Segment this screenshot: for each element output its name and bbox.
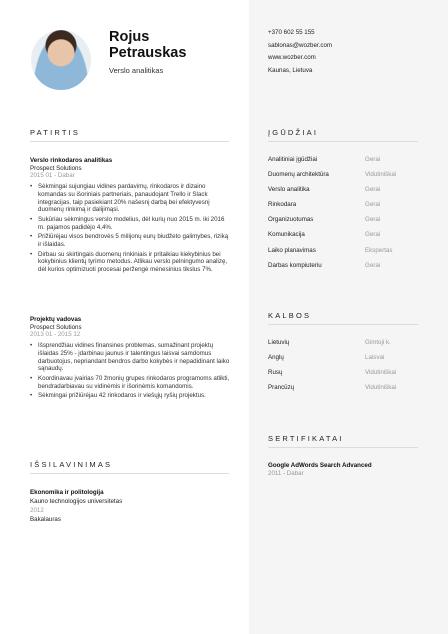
skill-name: Duomenų architektūra xyxy=(268,171,329,179)
skills-divider xyxy=(268,141,418,142)
education-school: Kauno technologijos universitetas xyxy=(30,498,123,505)
job-bullet: • Prižiūrėjau visos bendrovės 5 milijonų eurų biudžeto galimybes, riziką ir išlaidas. xyxy=(30,233,230,248)
languages-list xyxy=(268,339,396,399)
language-level: Vidutiniškai xyxy=(365,369,397,377)
skill-level: Gerai xyxy=(365,231,381,239)
skill-level: Gerai xyxy=(365,201,381,209)
certificate-dates: 2011 - Dabar xyxy=(268,470,304,478)
job-bullets xyxy=(30,342,230,400)
education-divider xyxy=(30,473,229,474)
skill-name: Laiko planavimas xyxy=(268,246,316,254)
skill-row xyxy=(268,262,396,277)
email-text: sablonas@wozber.com xyxy=(268,41,333,49)
skill-level: Vidutiniškai xyxy=(365,171,397,179)
job-title: Verslo rinkodaros analitikas xyxy=(30,157,113,164)
job-bullet: • Dirbau su skirtingais duomenų rinkiniais ir pritaikiau kiekybinius bei kokybinius klientų tyrimo metodus. Atlikau verslo pelningumo analizę, dėl kurios optimizuoti procesai peržengė mėnesinius tikslus 7%. xyxy=(30,251,230,274)
language-level: Gimtoji k. xyxy=(365,339,391,346)
certificate-title: Google AdWords Search Advanced xyxy=(268,462,372,469)
language-level: Vidutiniškai xyxy=(365,384,397,392)
job-company: Prospect Solutions xyxy=(30,323,82,331)
experience-heading: PATIRTIS xyxy=(30,128,81,137)
candidate-role: Verslo analitikas xyxy=(109,66,164,75)
name-line-1: Rojus xyxy=(109,29,150,45)
contact-block xyxy=(268,27,332,78)
job-company: Prospect Solutions xyxy=(30,164,82,172)
certificates-heading: SERTIFIKATAI xyxy=(268,434,344,443)
language-name: Prancūzų xyxy=(268,384,295,392)
language-name: Lietuvių xyxy=(268,339,290,346)
skills-heading: ĮGŪDŽIAI xyxy=(268,128,319,137)
website-text: www.wozber.com xyxy=(268,54,316,62)
profile-photo xyxy=(31,30,91,90)
skill-name: Komunikacija xyxy=(268,231,305,239)
experience-divider xyxy=(30,141,229,142)
job-bullet: • Koordinavau įvairias 70 žmonių grupes rinkodaros programoms atlikti, bendradarbiavau su vidinėmis ir išorinėmis komandomis. xyxy=(30,375,230,390)
job-dates: 2015 01 - Dabar xyxy=(30,172,75,180)
skill-name: Darbas kompiuteriu xyxy=(268,261,322,269)
education-degree: Bakalauras xyxy=(30,516,61,523)
skill-name: Organizuotumas xyxy=(268,216,314,224)
job-title: Projektų vadovas xyxy=(30,316,82,323)
languages-heading: KALBOS xyxy=(268,311,312,320)
language-row xyxy=(268,384,396,399)
skill-level: Gerai xyxy=(365,186,381,194)
job-entry-2 xyxy=(30,316,230,402)
skill-level: Gerai xyxy=(365,156,381,163)
skill-name: Analitiniai įgūdžiai xyxy=(268,156,318,163)
skill-row xyxy=(268,247,396,262)
candidate-name xyxy=(109,29,186,61)
location-text: Kaunas, Lietuva xyxy=(268,67,313,75)
skill-name: Verslo analitika xyxy=(268,186,310,194)
education-field: Ekonomika ir politologija xyxy=(30,489,104,496)
skill-level: Ekspertas xyxy=(365,246,393,254)
skill-row xyxy=(268,231,396,246)
name-line-2: Petrauskas xyxy=(109,45,187,61)
job-bullets xyxy=(30,183,230,274)
education-entry xyxy=(30,488,122,524)
certificates-divider xyxy=(268,447,418,448)
language-name: Anglų xyxy=(268,354,284,362)
language-level: Laisvai xyxy=(365,354,385,362)
skill-level: Gerai xyxy=(365,216,381,224)
skill-row xyxy=(268,216,396,231)
language-row xyxy=(268,339,396,354)
job-bullet: • Sukūriau sėkmingus verslo modelius, dėl kurių nuo 2015 m. iki 2016 m. pajamos padidėjo 4,4%. xyxy=(30,216,230,231)
certificate-entry xyxy=(268,462,372,479)
job-dates: 2013 01 - 2015 12 xyxy=(30,331,81,339)
education-year: 2012 xyxy=(30,507,44,514)
job-bullet: • Sėkmingai prižiūrėjau 42 rinkodaros ir viešųjų ryšių projektus. xyxy=(30,392,230,400)
language-name: Rusų xyxy=(268,369,283,377)
skill-row xyxy=(268,201,396,216)
job-bullet: • Išsprendžiau vidines finansines problemas, sumažinant projektų išlaidas 25% - įdarbinau jaunus ir talentingus laisvai samdomus darbuotojus, nepriandant bendros darbo kokybės ir nepadidinant laiko sąnaudų. xyxy=(30,342,230,373)
language-row xyxy=(268,369,396,384)
job-bullet: • Sėkmingai sujungiau vidines pardavimų, rinkodaros ir dizaino komandas su išoriniais partneriais, panaudojant Trello ir Slack integracijas, taip pasiekiant 20% našesnį darbą bei efektyvesnį duomenų rinkimą ir dalijimąsi. xyxy=(30,183,230,214)
language-row xyxy=(268,354,396,369)
skills-list xyxy=(268,156,396,277)
skill-row xyxy=(268,171,396,186)
phone-text: +370 602 55 155 xyxy=(268,29,315,36)
job-entry-1 xyxy=(30,157,230,276)
skill-name: Rinkodara xyxy=(268,201,297,209)
education-heading: IŠSILAVINIMAS xyxy=(30,460,113,469)
skill-row xyxy=(268,186,396,201)
skill-row xyxy=(268,156,396,171)
languages-divider xyxy=(268,324,418,325)
skill-level: Gerai xyxy=(365,261,381,269)
